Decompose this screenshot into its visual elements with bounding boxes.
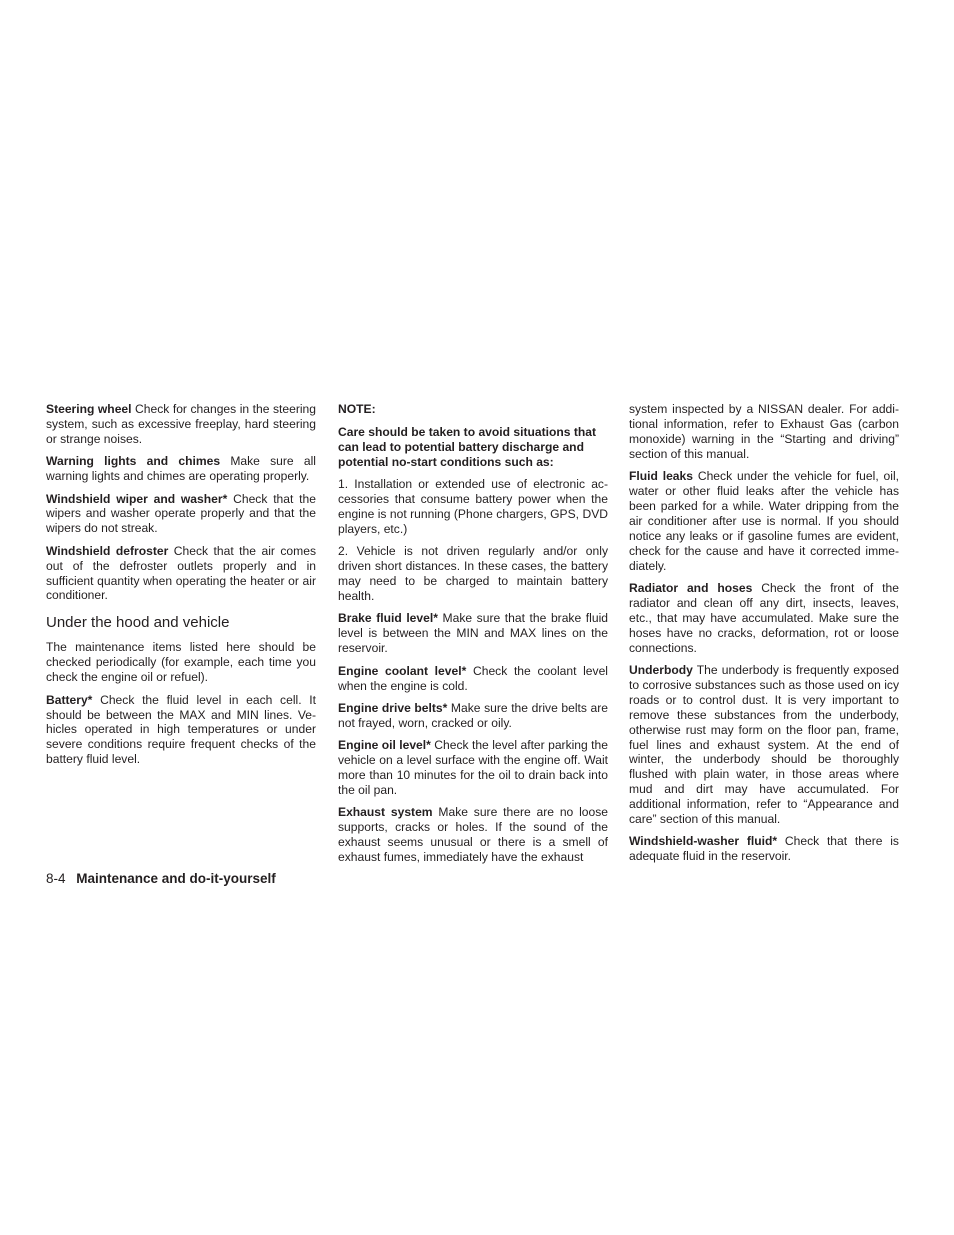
page-footer xyxy=(46,871,276,887)
item-text: Make sure there are no loose supports, cracks or holes. If the sound of the exhaust seems unusual or there is a smell of exhaust fumes, immediately have the exhaust xyxy=(338,805,608,865)
defroster-item xyxy=(46,544,316,604)
item-text: Check the front of the radiator and clean off any dirt, insects, leaves, etc., that may have accumulated. Make sure the hoses have no cracks, deformation, rot or loose connections. xyxy=(629,580,899,655)
item-text: Check the level after parking the vehicle on a level surface with the engine off. Wait more than 10 minutes for the oil to drain back into the oil pan. xyxy=(338,738,608,797)
item-text: Make sure that the brake fluid level is between the MIN and MAX lines on the reservoir. xyxy=(338,611,608,656)
page-number: 8-4 xyxy=(46,871,66,886)
item-term: Steering wheel xyxy=(46,402,132,416)
item-text: Check the fluid level in each cell. It should be between the MAX and MIN lines. Vehicles operated in high temperatures or under severe conditions require frequent checks of the battery fluid level. xyxy=(46,692,316,767)
item-term: Radiator and hoses xyxy=(629,580,753,595)
item-term: Battery* xyxy=(46,692,93,707)
chapter-title: Maintenance and do-it-yourself xyxy=(76,871,276,886)
engine-oil-item xyxy=(338,738,608,798)
note-item: 2. Vehicle is not driven regularly and/or only driven short distances. In these cases, the battery may need to be charged to maintain battery health. xyxy=(338,544,608,603)
item-term: Fluid leaks xyxy=(629,469,693,484)
wiper-washer-item xyxy=(46,492,316,537)
item-text: Make sure all warning lights and chimes are operating properly. xyxy=(46,454,316,484)
item-text: Check that there is adequate fluid in the reservoir. xyxy=(629,834,899,864)
steering-wheel-item xyxy=(46,402,316,447)
underbody-item xyxy=(629,663,899,827)
item-term: Exhaust system xyxy=(338,805,433,820)
item-text: Make sure the drive belts are not frayed, worn, cracked or oily. xyxy=(338,700,608,730)
column-3 xyxy=(629,402,899,872)
drive-belts-item xyxy=(338,701,608,731)
warning-lights-item xyxy=(46,454,316,484)
item-term: Windshield defroster xyxy=(46,543,169,558)
section-heading: Under the hood and vehicle xyxy=(46,614,230,632)
fluid-leaks-item xyxy=(629,469,899,573)
note-warning: Care should be taken to avoid situations that can lead to potential battery discharge and potential no-start conditions such as: xyxy=(338,424,597,469)
brake-fluid-item xyxy=(338,611,608,656)
radiator-hoses-item xyxy=(629,581,899,656)
column-1 xyxy=(46,402,316,775)
exhaust-system-item xyxy=(338,805,608,865)
column-2 xyxy=(338,402,608,872)
item-term: Engine coolant level* xyxy=(338,663,467,678)
washer-fluid-item xyxy=(629,834,899,864)
item-term: Windshield wiper and washer* xyxy=(46,491,228,506)
section-intro: The maintenance items listed here should be checked periodically (for example, each time you check the engine oil or refuel). xyxy=(46,640,316,685)
item-term: Underbody xyxy=(629,663,693,677)
item-term: Windshield-washer fluid* xyxy=(629,834,778,849)
item-text: Check the coolant level when the engine is cold. xyxy=(338,663,608,693)
item-term: Brake fluid level* xyxy=(338,611,438,626)
note-item: 1. Installation or extended use of electronic accessories that consume battery power when the engine is not running (Phone chargers, GPS, DVD players, etc.) xyxy=(338,477,608,536)
battery-item xyxy=(46,693,316,768)
note-heading: NOTE: xyxy=(338,402,376,416)
item-term: Engine drive belts* xyxy=(338,700,448,715)
item-text: Check that the wipers and washer operate properly and that the wipers do not streak. xyxy=(46,491,316,536)
exhaust-continuation: system inspected by a NISSAN dealer. For additional information, refer to Exhaust Gas (carbon monoxide) warning in the “Starting and driving” section of this manual. xyxy=(629,402,899,461)
item-text: Check that the air comes out of the defroster outlets properly and in sufficient quantity when operating the heater or air conditioner. xyxy=(46,543,317,603)
item-term: Warning lights and chimes xyxy=(46,454,221,469)
item-text: Check under the vehicle for fuel, oil, water or other fluid leaks after the vehicle has been parked for a while. Water dripping from the air conditioner after use is normal. If you should notice any leaks or if gasoline fumes are evident, check for the cause and have it corrected immediately. xyxy=(629,469,899,573)
item-text: The underbody is frequently exposed to corrosive substances such as those used on icy roads or to control dust. It is very important to remove these substances from the underbody, otherwise rust may form on the floor pan, frame, fuel lines and exhaust system. At the end of winter, the underbody should be thoroughly flushed with plain water, in those areas where mud and dirt may have accumulated. For additional information, refer to “Appearance and care” section of this manual. xyxy=(629,663,899,827)
item-text: Check for changes in the steering system, such as excessive freeplay, hard steering or strange noises. xyxy=(46,402,316,446)
engine-coolant-item xyxy=(338,664,608,694)
item-term: Engine oil level* xyxy=(338,738,431,753)
